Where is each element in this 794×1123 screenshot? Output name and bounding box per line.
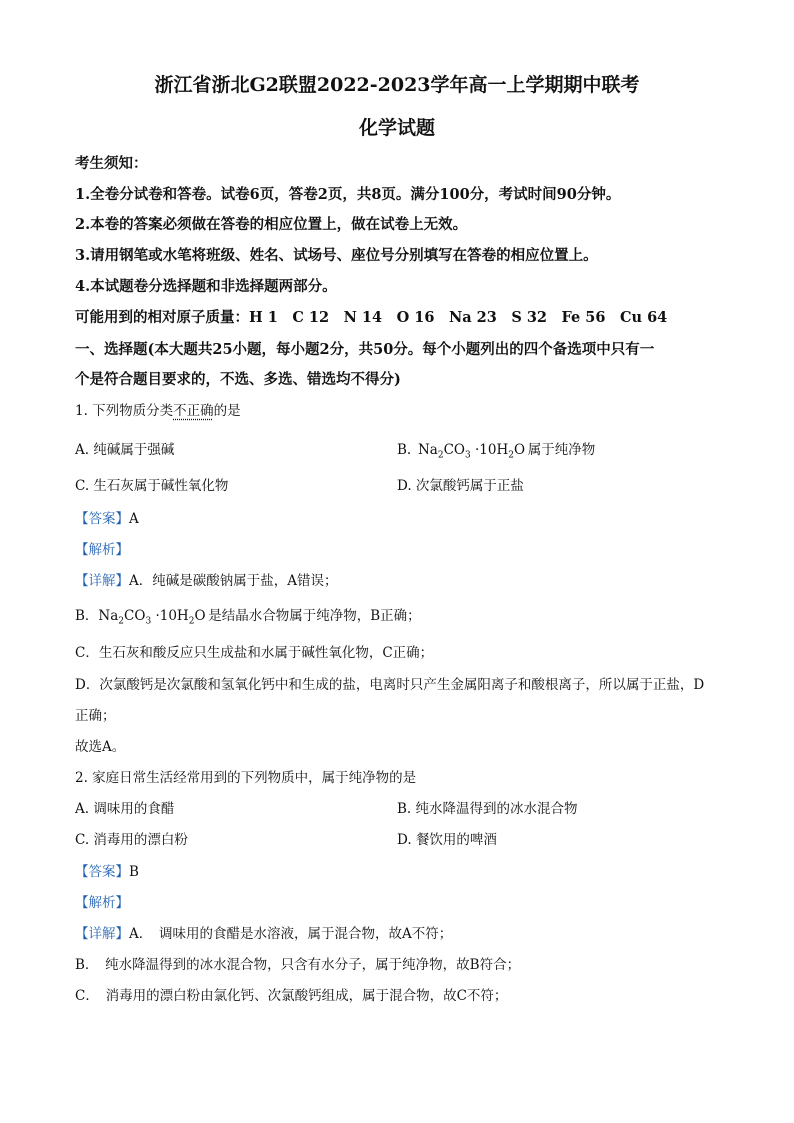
analysis-label: 【解析】 — [75, 542, 129, 558]
question-1-option-b-label: B. — [397, 442, 412, 458]
detail-label: 【详解】 — [75, 573, 129, 589]
question-1-conclusion: 故选A。 — [75, 739, 126, 755]
notice-item-2: 2.本卷的答案必须做在答卷的相应位置上，做在试卷上无效。 — [75, 216, 468, 233]
question-1-emphasis: 不正确 — [173, 403, 214, 419]
section-heading-line-1: 一、选择题(本大题共25小题，每小题2分，共50分。每个小题列出的四个备选项中只有一 — [75, 341, 655, 358]
question-2-option-c: C. 消毒用的漂白粉 — [75, 832, 188, 848]
detail-text: A． 调味用的食醋是水溶液，属于混合物，故A不符； — [129, 926, 453, 942]
question-2-option-b: B. 纯水降温得到的冰水混合物 — [397, 801, 578, 817]
question-1-option-c: C. 生石灰属于碱性氧化物 — [75, 478, 229, 494]
answer-label: 【答案】 — [75, 511, 129, 527]
notice-item-4: 4.本试题卷分选择题和非选择题两部分。 — [75, 278, 337, 295]
analysis-label: 【解析】 — [75, 895, 129, 911]
formula-sodium-carbonate-decahydrate: $Na_2CO_3 \cdot 10H_2O$ — [417, 442, 526, 461]
question-1-stem-prefix: 1. 下列物质分类 — [75, 403, 174, 419]
notice-item-3: 3.请用钢笔或水笔将班级、姓名、试场号、座位号分别填写在答卷的相应位置上。 — [75, 247, 598, 264]
atomic-masses: 可能用到的相对原子质量：H 1 C 12 N 14 O 16 Na 23 S 32 Fe 56 Cu 64 — [75, 309, 668, 326]
detail-b-text: 是结晶水合物属于纯净物，B正确； — [208, 608, 421, 624]
question-1-answer — [75, 507, 139, 527]
question-2-detail-c: C． 消毒用的漂白粉由氯化钙、次氯酸钙组成，属于混合物，故C不符； — [75, 988, 508, 1004]
detail-b-prefix: B． — [75, 608, 99, 624]
answer-label: 【答案】 — [75, 864, 129, 880]
question-1-stem — [75, 399, 241, 419]
answer-value: B — [129, 864, 139, 880]
question-1-detail-c: C．生石灰和酸反应只生成盐和水属于碱性氧化物，C正确； — [75, 645, 434, 661]
question-2-answer — [75, 860, 139, 880]
question-1-option-b-text: 属于纯净物 — [527, 442, 596, 458]
answer-value: A — [129, 511, 139, 527]
question-2-detail-a — [75, 922, 452, 942]
question-1-detail-d-line-2: 正确； — [75, 708, 116, 724]
question-1-detail-b — [75, 604, 421, 627]
notice-item-1: 1.全卷分试卷和答卷。试卷6页，答卷2页，共8页。满分100分，考试时间90分钟。 — [75, 186, 621, 203]
section-heading-line-2: 个是符合题目要求的，不选、多选、错选均不得分) — [75, 371, 401, 388]
question-1-option-a: A. 纯碱属于强碱 — [75, 442, 175, 458]
page-title: 浙江省浙北G2联盟2022-2023学年高一上学期期中联考 — [154, 74, 640, 96]
formula-sodium-carbonate-decahydrate: $Na_2CO_3 \cdot 10H_2O$ — [98, 608, 206, 627]
detail-text: A．纯碱是碳酸钠属于盐，A错误； — [129, 573, 338, 589]
question-1-detail-d-line-1: D．次氯酸钙是次氯酸和氢氧化钙中和生成的盐，电离时只产生金属阳离子和酸根离子，所以属于正盐，D — [75, 677, 705, 693]
page-subtitle: 化学试题 — [358, 117, 435, 139]
question-1-option-b — [397, 438, 596, 461]
question-2-option-a: A. 调味用的食醋 — [75, 801, 175, 817]
question-1-stem-suffix: 的是 — [213, 403, 241, 419]
question-1-option-d: D. 次氯酸钙属于正盐 — [397, 478, 524, 494]
question-2-stem: 2. 家庭日常生活经常用到的下列物质中，属于纯净物的是 — [75, 770, 417, 786]
question-2-detail-b: B． 纯水降温得到的冰水混合物，只含有水分子，属于纯净物，故B符合； — [75, 957, 521, 973]
question-1-detail-a — [75, 569, 338, 589]
detail-label: 【详解】 — [75, 926, 129, 942]
question-2-option-d: D. 餐饮用的啤酒 — [397, 832, 497, 848]
notice-heading: 考生须知： — [75, 155, 148, 172]
